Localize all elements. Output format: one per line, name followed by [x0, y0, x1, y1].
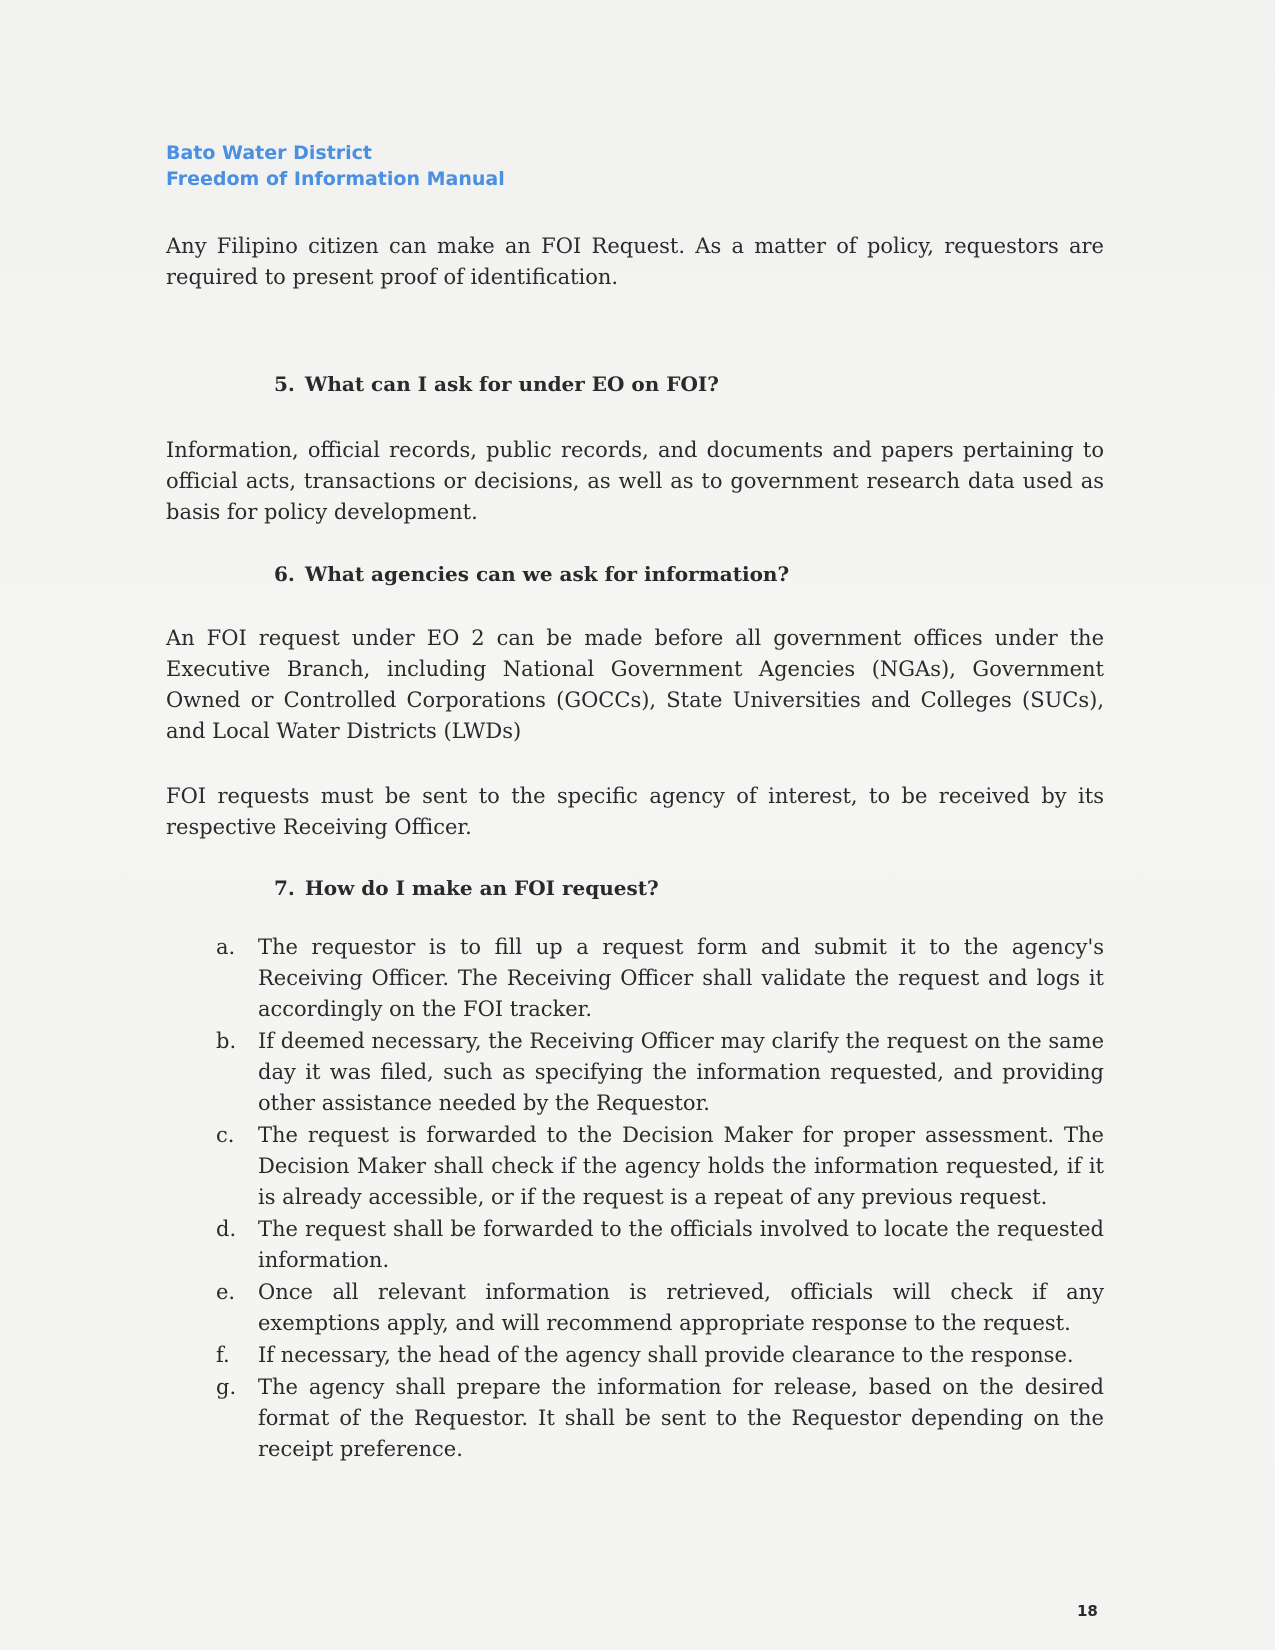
- list-item: [216, 1277, 1104, 1339]
- list-item: [216, 1340, 1104, 1371]
- list-item: [216, 1372, 1104, 1465]
- list-marker: d.: [216, 1217, 237, 1241]
- list-marker: e.: [216, 1280, 236, 1304]
- section-heading-6: [274, 560, 789, 588]
- list-item: [216, 1120, 1104, 1213]
- section-heading-5: [274, 370, 719, 398]
- section-6-paragraph-2: FOI requests must be sent to the specific agency of interest, to be received by its respective Receiving Officer.: [166, 784, 1104, 839]
- list-item: [216, 1214, 1104, 1276]
- list-item: [216, 932, 1104, 1025]
- intro-paragraph: Any Filipino citizen can make an FOI Request. As a matter of policy, requestors are required to present proof of identification.: [166, 234, 1104, 289]
- section-title: What can I ask for under EO on FOI?: [304, 372, 719, 396]
- list-item-text: Once all relevant information is retrieved, officials will check if any exemptions apply, and will recommend appropriate response to the request.: [258, 1280, 1104, 1335]
- document-header: [166, 140, 505, 192]
- section-5-paragraph: Information, official records, public records, and documents and papers pertaining to official acts, transactions or decisions, as well as to government research data used as basis for policy development.: [166, 438, 1104, 524]
- section-number: 7.: [274, 876, 295, 900]
- list-item-text: The agency shall prepare the information for release, based on the desired format of the Requestor. It shall be sent to the Requestor depending on the receipt preference.: [258, 1375, 1104, 1461]
- list-item-text: The requestor is to fill up a request form and submit it to the agency's Receiving Officer. The Receiving Officer shall validate the request and logs it accordingly on the FOI tracker.: [258, 935, 1104, 1021]
- list-item-text: The request shall be forwarded to the officials involved to locate the requested information.: [258, 1217, 1104, 1272]
- section-6-paragraph-1: An FOI request under EO 2 can be made before all government offices under the Executive Branch, including National Government Agencies (NGAs), Government Owned or Controlled Corporations (GOCCs), State Universities and Colleges (SUCs), and Local Water Districts (LWDs): [166, 626, 1104, 743]
- list-marker: c.: [216, 1123, 235, 1147]
- list-marker: g.: [216, 1375, 237, 1399]
- list-item-text: If deemed necessary, the Receiving Officer may clarify the request on the same day it was filed, such as specifying the information requested, and providing other assistance needed by the Requestor.: [258, 1029, 1104, 1115]
- list-item-text: The request is forwarded to the Decision Maker for proper assessment. The Decision Maker shall check if the agency holds the information requested, if it is already accessible, or if the request is a repeat of any previous request.: [258, 1123, 1104, 1209]
- section-title: How do I make an FOI request?: [304, 876, 659, 900]
- manual-title: Freedom of Information Manual: [166, 168, 505, 190]
- list-marker: f.: [216, 1343, 230, 1367]
- section-number: 6.: [274, 562, 295, 586]
- page-number: 18: [1077, 1602, 1098, 1620]
- list-marker: b.: [216, 1029, 237, 1053]
- list-item-text: If necessary, the head of the agency shall provide clearance to the response.: [258, 1343, 1074, 1367]
- section-title: What agencies can we ask for information?: [304, 562, 790, 586]
- section-heading-7: [274, 874, 659, 902]
- organization-name: Bato Water District: [166, 142, 373, 164]
- list-item: [216, 1026, 1104, 1119]
- request-steps-list: [216, 932, 1104, 1466]
- list-marker: a.: [216, 935, 236, 959]
- section-number: 5.: [274, 372, 295, 396]
